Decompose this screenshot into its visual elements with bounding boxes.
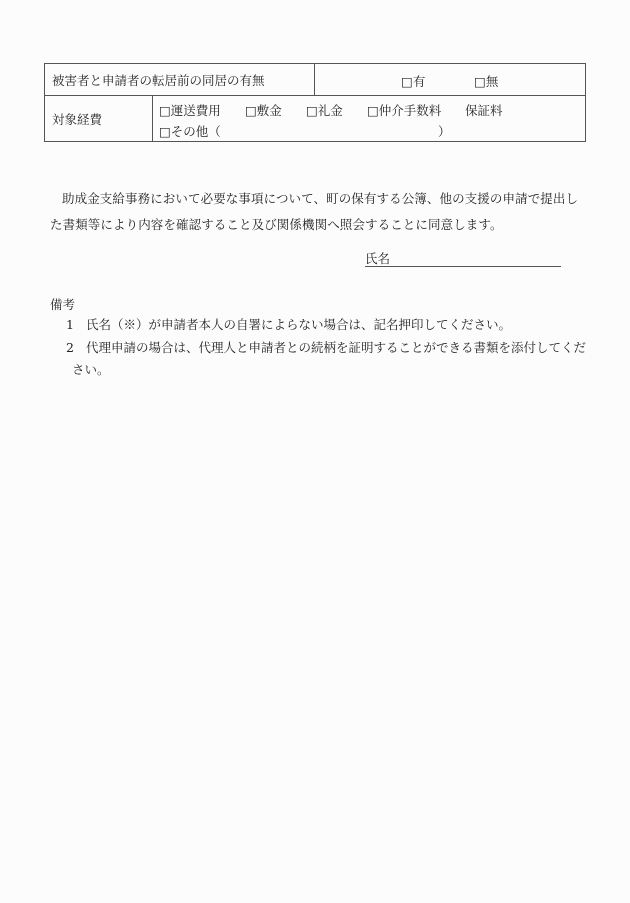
cohabitation-yes-checkbox[interactable]: □有 bbox=[401, 74, 426, 89]
expense-brokerage-fee-checkbox[interactable]: □仲介手数料 bbox=[367, 103, 442, 118]
expense-other-input[interactable] bbox=[244, 121, 434, 137]
expense-guarantee-fee-label: 保証料 bbox=[465, 103, 503, 118]
note-item bbox=[66, 314, 586, 336]
expense-key-money-checkbox[interactable]: □礼金 bbox=[306, 103, 343, 118]
note-text-continuation: さい。 bbox=[72, 362, 110, 377]
expense-other-close-paren: ） bbox=[438, 124, 451, 139]
cohabitation-label: 被害者と申請者の転居前の同居の有無 bbox=[45, 64, 315, 96]
notes-title: 備考 bbox=[50, 297, 76, 312]
note-text: 氏名（※）が申請者本人の自署によらない場合は、記名押印してください。 bbox=[86, 317, 512, 332]
application-form-table bbox=[44, 63, 586, 142]
expense-deposit-checkbox[interactable]: □敷金 bbox=[245, 103, 282, 118]
expense-label: 対象経費 bbox=[45, 96, 153, 142]
expense-other-checkbox[interactable]: □その他（ bbox=[159, 124, 221, 139]
cohabitation-options-cell bbox=[315, 64, 586, 96]
expense-options-cell bbox=[153, 96, 586, 142]
note-text: 代理申請の場合は、代理人と申請者との続柄を証明することができる書類を添付してくだ bbox=[86, 340, 587, 355]
expense-row bbox=[45, 96, 586, 142]
cohabitation-no-checkbox[interactable]: □無 bbox=[474, 74, 499, 89]
note-number: 1 bbox=[66, 317, 74, 332]
cohabitation-row bbox=[45, 64, 586, 96]
note-item bbox=[66, 337, 586, 381]
signature-line[interactable] bbox=[365, 252, 561, 267]
note-number: 2 bbox=[66, 340, 74, 355]
consent-paragraph: 助成金支給事務において必要な事項について、町の保有する公簿、他の支援の申請で提出した書類等により内容を確認すること及び関係機関へ照会することに同意します。 bbox=[50, 191, 579, 232]
expense-transport-checkbox[interactable]: □運送費用 bbox=[159, 103, 221, 118]
signature-label: 氏名 bbox=[365, 251, 391, 266]
